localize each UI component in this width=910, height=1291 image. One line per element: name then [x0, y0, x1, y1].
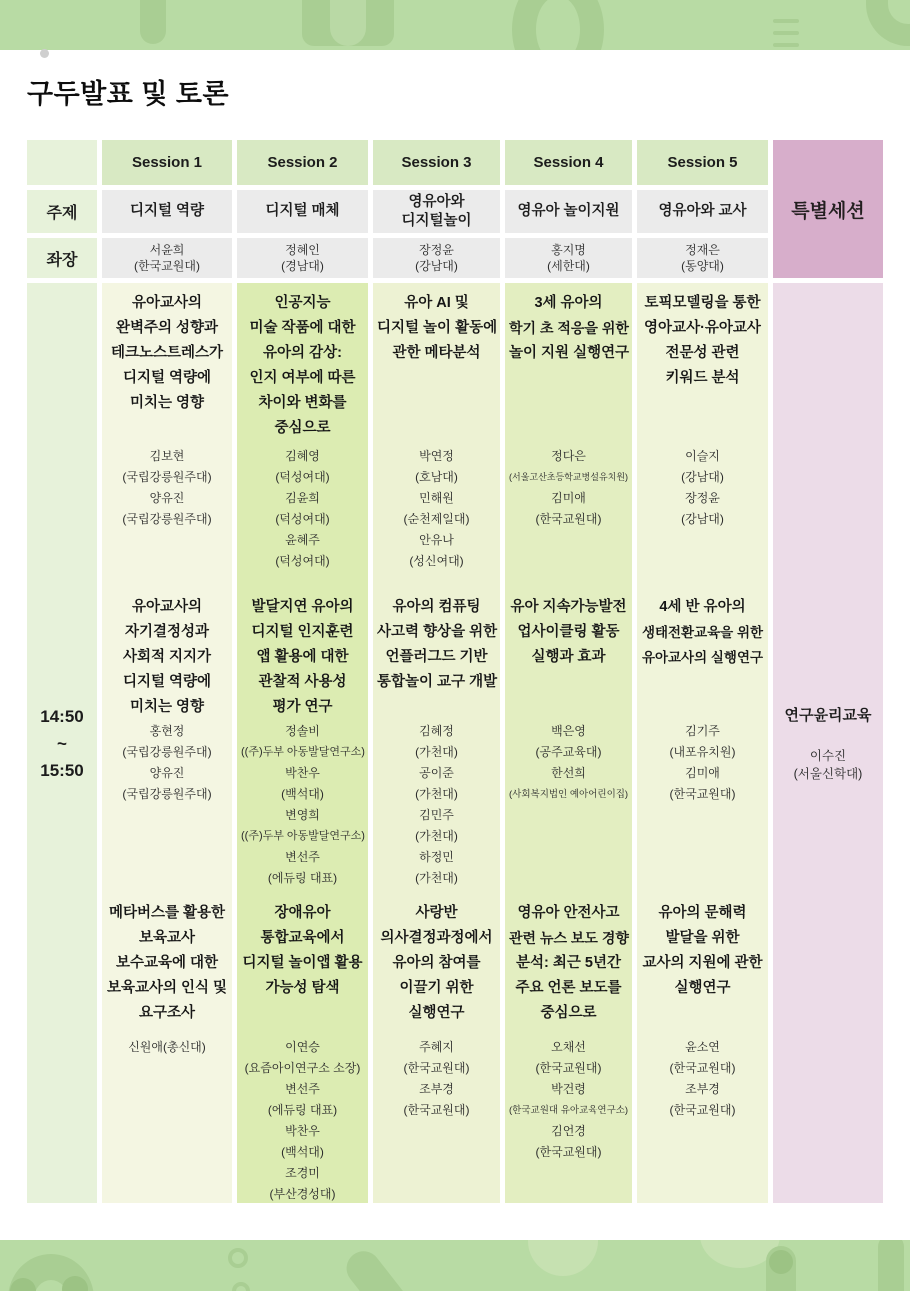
presentation-authors: 오채선 (한국교원대) 박건령 (한국교원대 유아교육연구소) 김언경 (한국교원대) — [509, 1040, 629, 1159]
presentation — [241, 291, 364, 591]
presentation-authors: 김기주 (내포유치원) 김미애 (한국교원대) — [669, 724, 736, 801]
presentation-title: 토픽모델링을 통한 영아교사·유아교사 전문성 관련 키워드 분석 — [644, 295, 761, 386]
session-header: Session 1 — [102, 140, 232, 185]
presentation — [509, 595, 628, 895]
decorative-small-ring — [232, 1282, 250, 1291]
presentation-title: 사랑반 의사결정과정에서 유아의 참여를 이끌기 위한 실행연구 — [380, 905, 493, 1021]
presentation-authors: 김혜영 (덕성여대) 김윤희 (덕성여대) 윤혜주 (덕성여대) — [275, 449, 330, 568]
decorative-dot-dark — [769, 1250, 793, 1274]
presentation-title: 메타버스를 활용한 보육교사 보수교육에 대한 보육교사의 인식 및 요구조사 — [106, 905, 228, 1021]
row-label-topic: 주제 — [27, 190, 97, 233]
presentation-authors: 김보현 (국립강릉원주대) 양유진 (국립강릉원주대) — [122, 449, 212, 526]
presentation — [241, 595, 364, 895]
decorative-banner-bottom — [0, 1240, 910, 1291]
menu-lines-decoration — [773, 19, 799, 23]
session-chair: 장정윤 (강남대) — [373, 238, 500, 278]
decorative-capsule — [878, 1240, 904, 1291]
time-slot: 14:50 ~ 15:50 — [27, 283, 97, 1203]
presentation-title: 유아교사의 완벽주의 성향과 테크노스트레스가 디지털 역량에 미치는 영향 — [110, 295, 224, 411]
presentation-title: 영유아 안전사고 관련 뉴스 보도 경향 분석: 최근 5년간 주요 언론 보도를 중심으로 — [509, 905, 629, 1021]
presentation — [106, 595, 228, 895]
special-session-body — [773, 283, 883, 1203]
session-topic: 디지털 매체 — [237, 190, 368, 233]
session-header: Session 3 — [373, 140, 500, 185]
corner-cell — [27, 140, 97, 185]
page-title: 구두발표 및 토론 — [27, 79, 230, 109]
session-body — [373, 283, 500, 1203]
presentation-title: 장애유아 통합교육에서 디지털 놀이앱 활용 가능성 탐색 — [242, 905, 363, 996]
presentation — [241, 901, 364, 1201]
presentation — [509, 901, 628, 1196]
decorative-ring — [512, 0, 604, 50]
presentation-title: 유아교사의 자기결정성과 사회적 지지가 디지털 역량에 미치는 영향 — [122, 599, 212, 715]
session-topic: 영유아와 교사 — [637, 190, 768, 233]
decorative-small-ring — [228, 1248, 248, 1268]
session-header: Session 4 — [505, 140, 632, 185]
session-chair: 홍지명 (세한대) — [505, 238, 632, 278]
session-body — [505, 283, 632, 1203]
presentation-authors: 이연승 (요즘아이연구소 소장) 변선주 (에듀링 대표) 박찬우 (백석대) 조경미 (부산경성대) — [244, 1040, 361, 1201]
presentation-title: 유아 지속가능발전 업사이클링 활동 실행과 효과 — [510, 599, 627, 665]
presentation-title: 인공지능 미술 작품에 대한 유아의 감상: 인지 여부에 따른 차이와 변화를 중심으로 — [249, 295, 356, 436]
presentation-authors: 윤소연 (한국교원대) 조부경 (한국교원대) — [669, 1040, 736, 1117]
presentation-title: 3세 유아의 학기 초 적응을 위한 놀이 지원 실행연구 — [509, 295, 630, 361]
decorative-banner-top — [0, 0, 910, 50]
presentation-authors: 홍현정 (국립강릉원주대) 양유진 (국립강릉원주대) — [122, 724, 212, 801]
presentation-authors: 이슬지 (강남대) 장정윤 (강남대) — [681, 449, 724, 526]
session-body — [637, 283, 768, 1203]
presentation — [106, 291, 228, 591]
presentation — [641, 595, 764, 895]
presentation-authors: 김혜정 (가천대) 공이준 (가천대) 김민주 (가천대) 하정민 (가천대) — [415, 724, 458, 885]
session-header: Session 5 — [637, 140, 768, 185]
presentation-title: 발달지연 유아의 디지털 인지훈련 앱 활용에 대한 관찰적 사용성 평가 연구 — [251, 599, 354, 715]
special-session-header: 특별세션 — [773, 140, 883, 278]
presentation-authors: 정솔비 ((주)두부 아동발달연구소) 박찬우 (백석대) 변영희 ((주)두부 아동발달연구소) 변선주 (에듀링 대표) — [241, 724, 365, 885]
presentation-title: 유아의 문해력 발달을 위한 교사의 지원에 관한 실행연구 — [642, 905, 763, 996]
session-body — [237, 283, 368, 1203]
presentation — [106, 901, 228, 1196]
presentation — [377, 291, 496, 591]
presentation-title: 4세 반 유아의 생태전환교육을 위한 유아교사의 실행연구 — [641, 599, 764, 665]
decorative-capsule — [140, 0, 166, 44]
presentation-authors: 정다은 (서울고산초등학교병설유치원) 김미애 (한국교원대) — [509, 449, 629, 526]
session-chair: 정혜인 (경남대) — [237, 238, 368, 278]
decorative-dot — [40, 49, 49, 58]
presentation-authors: 주혜지 (한국교원대) 조부경 (한국교원대) — [403, 1040, 470, 1117]
presentation — [509, 291, 628, 591]
decorative-u-shape — [866, 0, 910, 46]
session-header: Session 2 — [237, 140, 368, 185]
menu-lines-decoration — [773, 31, 799, 35]
special-session-title: 연구윤리교육 — [784, 706, 872, 724]
program-table — [27, 140, 883, 1203]
session-topic: 영유아와 디지털놀이 — [373, 190, 500, 233]
session-body — [102, 283, 232, 1203]
presentation — [641, 901, 764, 1196]
presentation-authors: 박연정 (호남대) 민해원 (순천제일대) 안유나 (성신여대) — [403, 449, 470, 568]
presentation — [377, 595, 496, 895]
presentation — [641, 291, 764, 591]
presentation-title: 유아의 컴퓨팅 사고력 향상을 위한 언플러그드 기반 통합놀이 교구 개발 — [377, 599, 498, 690]
session-chair: 정재은 (동양대) — [637, 238, 768, 278]
session-chair: 서윤희 (한국교원대) — [102, 238, 232, 278]
row-label-chair: 좌장 — [27, 238, 97, 278]
special-session-presenter: 이수진 (서울신학대) — [793, 748, 863, 781]
menu-lines-decoration — [773, 43, 799, 47]
presentation-authors: 백은영 (공주교육대) 한선희 (사회복지법인 예아어린이집) — [509, 724, 629, 800]
decorative-diagonal-capsule — [340, 1244, 419, 1291]
session-topic: 영유아 놀이지원 — [505, 190, 632, 233]
presentation-authors: 신원애(총신대) — [128, 1040, 206, 1054]
decorative-cylinder — [330, 0, 366, 46]
session-topic: 디지털 역량 — [102, 190, 232, 233]
presentation — [377, 901, 496, 1196]
decorative-light-circle — [528, 1240, 598, 1276]
presentation-title: 유아 AI 및 디지털 놀이 활동에 관한 메타분석 — [377, 295, 498, 361]
